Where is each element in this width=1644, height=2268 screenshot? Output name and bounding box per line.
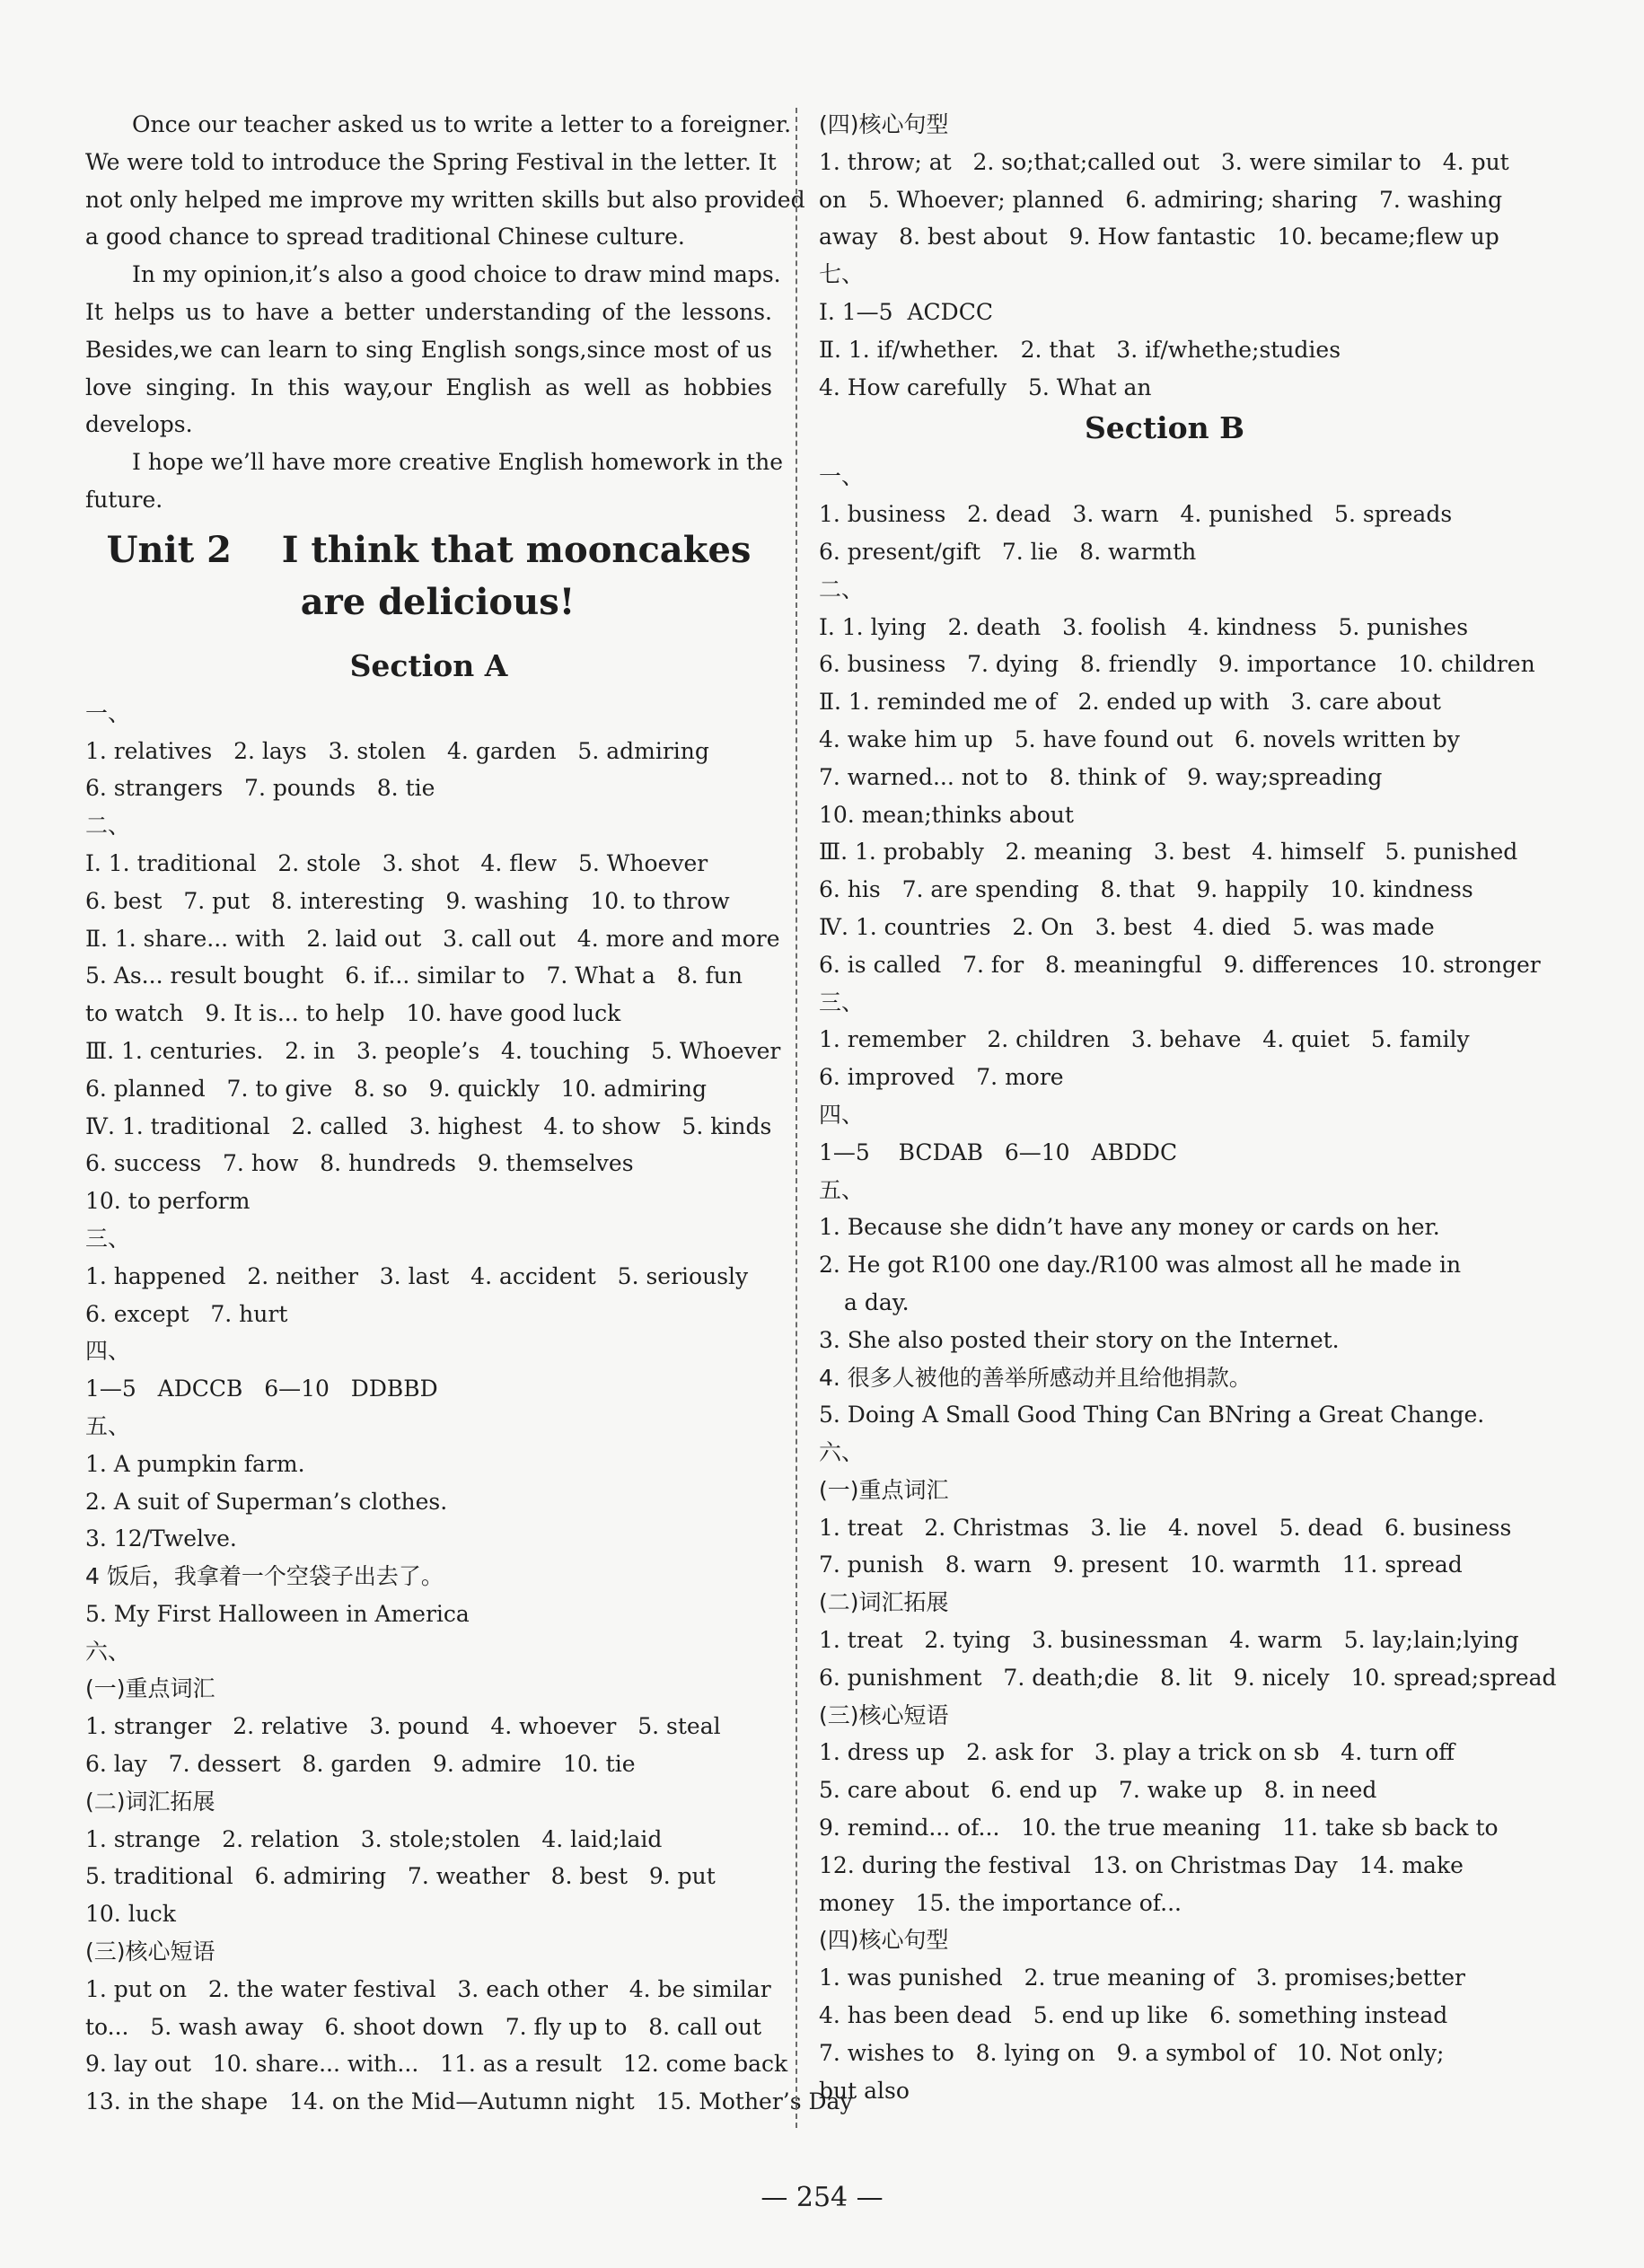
- answer-line: 1. put on 2. the water festival 3. each other 4. be similar: [85, 1975, 771, 2002]
- answer-line: 4 饭后，我拿着一个空袋子出去了。: [85, 1563, 444, 1590]
- answer-line: 5. As... result bought 6. if... similar to 7. What a 8. fun: [85, 963, 743, 989]
- intro-paragraph-3: [85, 444, 784, 519]
- answer-line: but also: [819, 2077, 910, 2104]
- answer-line: 七、: [819, 261, 865, 288]
- answer-line: Ⅳ. 1. traditional 2. called 3. highest 4. to show 5. kinds: [85, 1112, 772, 1139]
- text-line: We were told to introduce the Spring Festival in the letter. It: [85, 148, 777, 175]
- answer-line: 7. wishes to 8. lying on 9. a symbol of 10. Not only;: [819, 2039, 1445, 2066]
- answer-line: 13. in the shape 14. on the Mid—Autumn night 15. Mother’s Day: [85, 2088, 853, 2115]
- text-line: love singing. In this way,our English as well as hobbies: [85, 374, 772, 400]
- answer-line: 4. How carefully 5. What an: [819, 374, 1152, 400]
- answer-line: Ⅱ. 1. reminded me of 2. ended up with 3. care about: [819, 689, 1441, 716]
- unit-title: [85, 524, 772, 629]
- text-line: develops.: [85, 411, 193, 438]
- right-column: [819, 106, 1557, 2109]
- answer-line: 10. luck: [85, 1901, 176, 1928]
- answer-line: 4. wake him up 5. have found out 6. novels written by: [819, 725, 1460, 752]
- answer-line: 6. is called 7. for 8. meaningful 9. differences 10. stronger: [819, 951, 1541, 978]
- answer-line: to watch 9. It is... to help 10. have good luck: [85, 1000, 621, 1027]
- answer-line: 四、: [85, 1338, 131, 1365]
- answer-line: (四)核心句型: [819, 1927, 949, 1954]
- answer-line: Ⅲ. 1. centuries. 2. in 3. people’s 4. touching 5. Whoever: [85, 1037, 781, 1064]
- text-line: In my opinion,it’s also a good choice to draw mind maps.: [132, 261, 781, 288]
- text-line: not only helped me improve my written skills but also provided: [85, 186, 805, 213]
- answer-line: 一、: [819, 463, 865, 490]
- answer-line: 1. treat 2. Christmas 3. lie 4. novel 5. dead 6. business: [819, 1514, 1512, 1541]
- answer-line: 六、: [85, 1638, 131, 1665]
- answer-line: 1. business 2. dead 3. warn 4. punished 5. spreads: [819, 501, 1453, 528]
- answer-line: 五、: [819, 1176, 865, 1203]
- text-line: I hope we’ll have more creative English homework in the: [132, 449, 784, 476]
- answer-line: 5. My First Halloween in America: [85, 1600, 470, 1627]
- section-a-title: Section A: [349, 647, 508, 683]
- answer-line: 三、: [85, 1225, 131, 1252]
- text-line: a good chance to spread traditional Chinese culture.: [85, 224, 685, 251]
- answer-line: 4. 很多人被他的善举所感动并且给他捐款。: [819, 1364, 1252, 1391]
- answer-line: 6. success 7. how 8. hundreds 9. themselves: [85, 1150, 634, 1177]
- answer-line: 2. He got R100 one day./R100 was almost all he made in: [819, 1252, 1462, 1279]
- answer-line: (一)重点词汇: [85, 1675, 215, 1702]
- answer-line: 7. warned... not to 8. think of 9. way;spreading: [819, 763, 1383, 790]
- answer-line: 1. relatives 2. lays 3. stolen 4. garden 5. admiring: [85, 737, 709, 764]
- answer-line: 9. lay out 10. share... with... 11. as a result 12. come back: [85, 2051, 788, 2078]
- answer-line: (二)词汇拓展: [819, 1589, 949, 1616]
- answer-line: Ⅱ. 1. if/whether. 2. that 3. if/whethe;studies: [819, 336, 1341, 363]
- answer-line: (二)词汇拓展: [85, 1788, 215, 1815]
- section-b-title: Section B: [1084, 410, 1245, 446]
- answer-line: 6. except 7. hurt: [85, 1300, 288, 1327]
- answer-line: 4. has been dead 5. end up like 6. something instead: [819, 2002, 1448, 2029]
- answer-line: 10. mean;thinks about: [819, 801, 1074, 828]
- answer-line: to... 5. wash away 6. shoot down 7. fly up to 8. call out: [85, 2013, 762, 2040]
- answer-line: money 15. the importance of...: [819, 1889, 1182, 1916]
- section-b-answers: [819, 458, 1557, 2109]
- answer-line: 5. care about 6. end up 7. wake up 8. in need: [819, 1777, 1377, 1804]
- answer-line: 6. best 7. put 8. interesting 9. washing 10. to throw: [85, 887, 730, 914]
- answer-line: 二、: [819, 576, 865, 602]
- answer-line: 7. punish 8. warn 9. present 10. warmth 11. spread: [819, 1552, 1463, 1578]
- answer-line: 1. happened 2. neither 3. last 4. accident 5. seriously: [85, 1262, 749, 1289]
- answer-line: 2. A suit of Superman’s clothes.: [85, 1488, 448, 1515]
- answer-line: 1. Because she didn’t have any money or cards on her.: [819, 1214, 1440, 1241]
- intro-paragraph-2: [85, 256, 781, 444]
- answer-line: 1—5 BCDAB 6—10 ABDDC: [819, 1138, 1178, 1165]
- section-a-continued: [819, 106, 1510, 406]
- answer-line: 四、: [819, 1101, 865, 1128]
- answer-line: 二、: [85, 813, 131, 840]
- answer-line: 6. business 7. dying 8. friendly 9. importance 10. children: [819, 651, 1535, 678]
- text-line: Once our teacher asked us to write a letter to a foreigner.: [132, 111, 792, 137]
- text-line: Besides,we can learn to sing English songs,since most of us: [85, 336, 772, 363]
- answer-line: (一)重点词汇: [819, 1476, 949, 1503]
- answer-line: Ⅰ. 1. lying 2. death 3. foolish 4. kindness 5. punishes: [819, 613, 1469, 640]
- answer-line: (三)核心短语: [85, 1938, 215, 1965]
- section-a-answers: [85, 695, 853, 2121]
- answer-line: 3. She also posted their story on the Internet.: [819, 1326, 1340, 1353]
- answer-line: Ⅰ. 1. traditional 2. stole 3. shot 4. flew 5. Whoever: [85, 849, 708, 876]
- answer-line: 1. throw; at 2. so;that;called out 3. were similar to 4. put: [819, 148, 1509, 175]
- answer-line: 6. improved 7. more: [819, 1064, 1064, 1091]
- answer-line: (三)核心短语: [819, 1701, 949, 1728]
- answer-line: 9. remind... of... 10. the true meaning 11. take sb back to: [819, 1815, 1499, 1842]
- text-line: future.: [85, 486, 163, 513]
- unit-title-line-2: are delicious!: [300, 580, 576, 623]
- answer-line: 三、: [819, 989, 865, 1015]
- page-number: — 254 —: [760, 2182, 884, 2213]
- left-column: [85, 106, 853, 2121]
- answer-line: 1—5 ADCCB 6—10 DDBBD: [85, 1376, 438, 1402]
- answer-line: a day.: [844, 1288, 910, 1315]
- answer-line: (四)核心句型: [819, 111, 949, 137]
- answer-line: 1. stranger 2. relative 3. pound 4. whoever 5. steal: [85, 1713, 721, 1740]
- answer-line: 3. 12/Twelve.: [85, 1525, 237, 1552]
- answer-line: 1. treat 2. tying 3. businessman 4. warm 5. lay;lain;lying: [819, 1627, 1519, 1654]
- answer-line: 6. lay 7. dessert 8. garden 9. admire 10. tie: [85, 1751, 636, 1778]
- answer-line: 6. punishment 7. death;die 8. lit 9. nicely 10. spread;spread: [819, 1664, 1557, 1691]
- answer-line: 一、: [85, 699, 131, 726]
- answer-line: 6. strangers 7. pounds 8. tie: [85, 775, 435, 802]
- answer-line: 6. planned 7. to give 8. so 9. quickly 10. admiring: [85, 1075, 708, 1102]
- answer-line: on 5. Whoever; planned 6. admiring; sharing 7. washing: [819, 186, 1503, 213]
- answer-line: 10. to perform: [85, 1188, 251, 1215]
- answer-line: Ⅱ. 1. share... with 2. laid out 3. call out 4. more and more: [85, 925, 780, 952]
- answer-line: 1. was punished 2. true meaning of 3. promises;better: [819, 1965, 1466, 1991]
- unit-title-line-1: Unit 2 I think that mooncakes: [106, 528, 752, 571]
- answer-line: away 8. best about 9. How fantastic 10. became;flew up: [819, 224, 1499, 251]
- answer-line: 6. present/gift 7. lie 8. warmth: [819, 538, 1197, 565]
- column-divider: [796, 108, 797, 2128]
- answer-line: 1. strange 2. relation 3. stole;stolen 4. laid;laid: [85, 1825, 663, 1852]
- answer-line: 1. dress up 2. ask for 3. play a trick on sb 4. turn off: [819, 1739, 1455, 1766]
- answer-line: 1. remember 2. children 3. behave 4. quiet 5. family: [819, 1026, 1470, 1053]
- answer-line: Ⅳ. 1. countries 2. On 3. best 4. died 5. was made: [819, 913, 1435, 940]
- answer-line: 六、: [819, 1439, 865, 1466]
- answer-line: 5. Doing A Small Good Thing Can BNring a Great Change.: [819, 1402, 1485, 1428]
- answer-line: 1. A pumpkin farm.: [85, 1450, 305, 1477]
- intro-paragraph-1: [85, 106, 805, 256]
- answer-line: Ⅰ. 1—5 ACDCC: [819, 298, 993, 325]
- answer-line: 5. traditional 6. admiring 7. weather 8. best 9. put: [85, 1863, 716, 1890]
- answer-line: 6. his 7. are spending 8. that 9. happily 10. kindness: [819, 876, 1473, 903]
- answer-line: 12. during the festival 13. on Christmas Day 14. make: [819, 1851, 1464, 1878]
- answer-line: 五、: [85, 1412, 131, 1439]
- text-line: It helps us to have a better understanding of the lessons.: [85, 298, 772, 325]
- answer-line: Ⅲ. 1. probably 2. meaning 3. best 4. himself 5. punished: [819, 839, 1518, 866]
